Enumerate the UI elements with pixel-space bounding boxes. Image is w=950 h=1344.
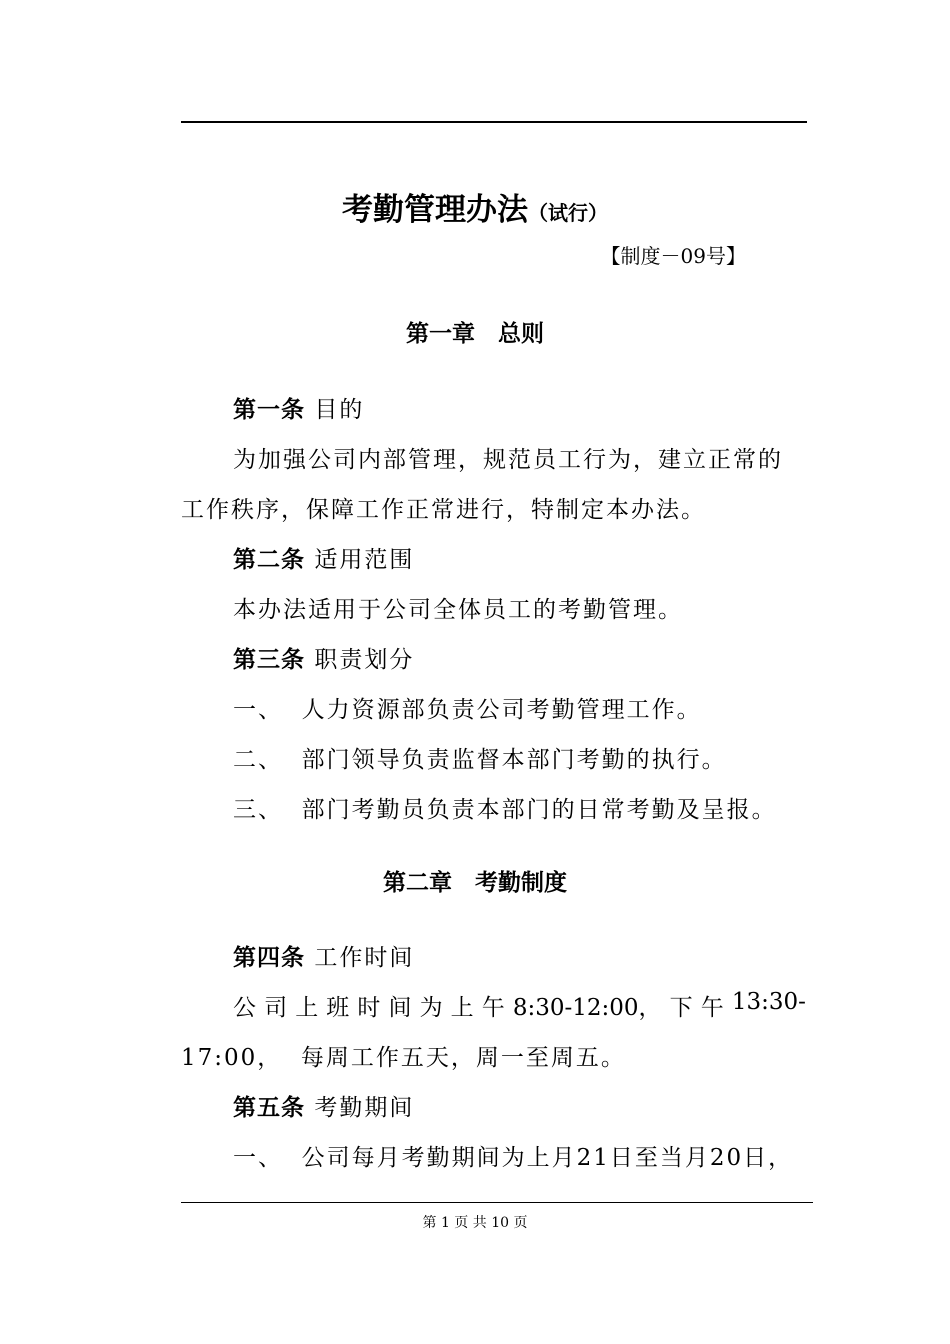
page-number: 第 1 页 共 10 页 xyxy=(422,1215,528,1231)
article-4-body-line1 xyxy=(233,989,806,1022)
article-5-heading xyxy=(233,1089,414,1122)
article-1-body-line1: 为加强公司内部管理，规范员工行为，建立正常的 xyxy=(233,447,783,473)
document-number: 【制度－09号】 xyxy=(600,244,746,268)
article-3-item-2: 二、 部门领导负责监督本部门考勤的执行。 xyxy=(233,747,727,773)
chapter-1-heading: 第一章 总则 xyxy=(406,320,544,347)
word: 午 xyxy=(481,995,505,1021)
article-1-heading xyxy=(233,391,364,424)
word: 间 xyxy=(388,995,412,1021)
word: 8:30-12:00， xyxy=(512,995,662,1021)
article-1-label: 第一条 xyxy=(233,396,305,423)
article-1-title: 目的 xyxy=(314,397,365,423)
word: 为 xyxy=(419,995,443,1021)
title-suffix: （试行） xyxy=(528,201,608,225)
article-3-label: 第三条 xyxy=(233,646,305,673)
article-2-heading xyxy=(233,541,414,574)
article-2-label: 第二条 xyxy=(233,546,305,573)
article-3-title: 职责划分 xyxy=(314,647,415,673)
word: 时 xyxy=(357,995,381,1021)
article-3-item-1: 一、 人力资源部负责公司考勤管理工作。 xyxy=(233,697,702,723)
title-main: 考勤管理办法 xyxy=(342,192,528,228)
article-4-title: 工作时间 xyxy=(314,945,415,971)
article-4-label: 第四条 xyxy=(233,944,305,971)
article-3-item-3: 三、 部门考勤员负责本部门的日常考勤及呈报。 xyxy=(233,797,777,823)
article-1-body-line2: 工作秩序，保障工作正常进行，特制定本办法。 xyxy=(181,497,706,523)
word: 班 xyxy=(326,995,350,1021)
article-4-body-line2: 17:00， 每周工作五天，周一至周五。 xyxy=(181,1045,626,1071)
article-4-heading xyxy=(233,939,414,972)
article-5-item-1: 一、 公司每月考勤期间为上月21日至当月20日， xyxy=(233,1145,794,1171)
header-rule xyxy=(181,121,807,123)
article-2-title: 适用范围 xyxy=(314,547,415,573)
article-2-body: 本办法适用于公司全体员工的考勤管理。 xyxy=(233,597,683,623)
chapter-2-heading: 第二章 考勤制度 xyxy=(383,869,567,896)
word: 公 xyxy=(233,995,256,1021)
document-title xyxy=(0,184,950,229)
word: 上 xyxy=(450,995,474,1021)
article-3-heading xyxy=(233,641,414,674)
word: 下 xyxy=(669,995,693,1021)
word: 13:30- xyxy=(731,989,806,1015)
word: 上 xyxy=(295,995,319,1021)
word: 午 xyxy=(700,995,724,1021)
word: 司 xyxy=(264,995,288,1021)
article-5-label: 第五条 xyxy=(233,1094,305,1121)
footer-rule xyxy=(181,1202,813,1203)
article-5-title: 考勤期间 xyxy=(314,1095,415,1121)
